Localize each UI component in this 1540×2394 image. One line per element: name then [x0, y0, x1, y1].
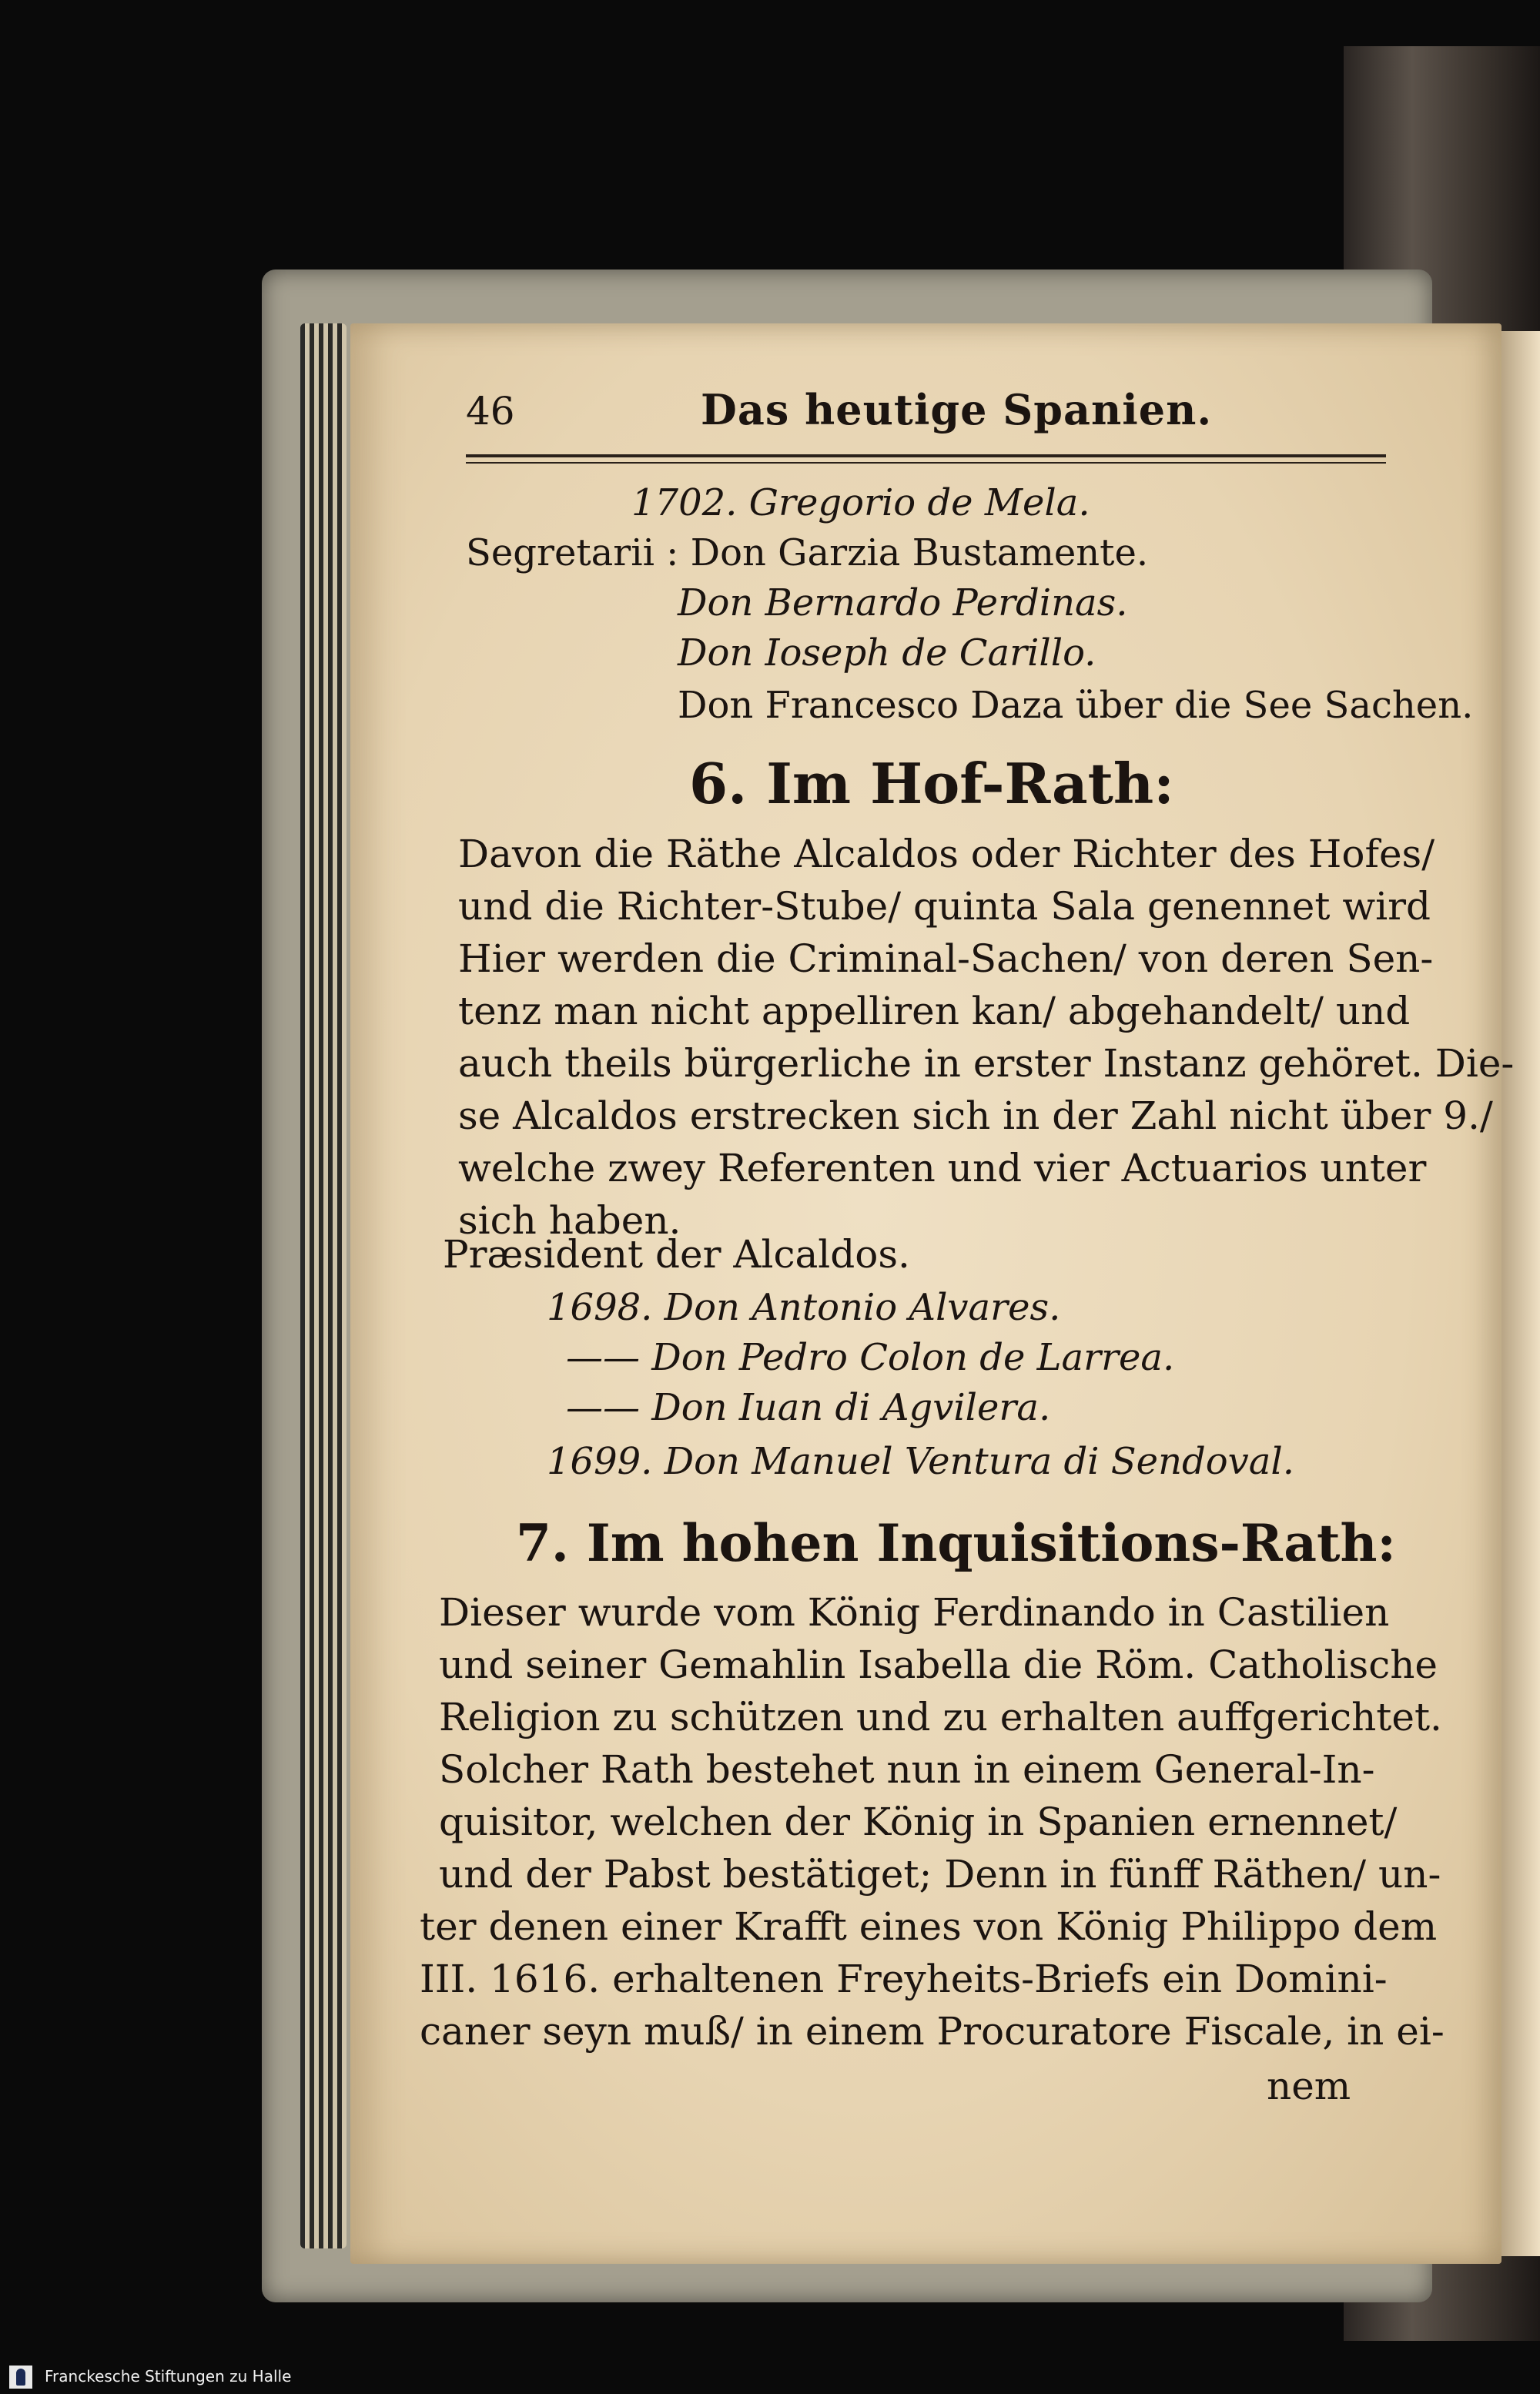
- page-number: 46: [466, 389, 515, 434]
- section-heading: 7. Im hohen Inquisitions-Rath:: [516, 1513, 1396, 1573]
- paragraph-line: und der Pabst bestätiget; Denn in fünff Räthen/ un-: [439, 1852, 1441, 1897]
- text-line: Segretarii : Don Garzia Bustamente.: [466, 531, 1149, 574]
- alcaldo-entry: —— Don Pedro Colon de Larrea.: [566, 1336, 1175, 1379]
- paragraph-line: caner seyn muß/ in einem Procuratore Fiscale, in ei-: [420, 2009, 1445, 2054]
- paragraph-line: Davon die Räthe Alcaldos oder Richter des Hofes/: [458, 832, 1435, 876]
- library-name: Franckesche Stiftungen zu Halle: [45, 2367, 292, 2386]
- page-edges: [300, 323, 346, 2248]
- paragraph-line: ter denen einer Krafft eines von König Philippo dem: [420, 1904, 1438, 1949]
- praesident-line: Præsident der Alcaldos.: [443, 1232, 910, 1277]
- running-head: Das heutige Spanien.: [701, 385, 1213, 434]
- page-gutter: [1502, 331, 1540, 2256]
- alcaldo-entry: 1699. Don Manuel Ventura di Sendoval.: [547, 1440, 1294, 1483]
- paragraph-line: welche zwey Referenten und vier Actuarios unter: [458, 1146, 1427, 1190]
- section-heading: 6. Im Hof-Rath:: [689, 751, 1174, 816]
- paragraph-line: und die Richter-Stube/ quinta Sala genennet wird: [458, 884, 1431, 929]
- alcaldo-entry: 1698. Don Antonio Alvares.: [547, 1286, 1061, 1329]
- text-line: 1702. Gregorio de Mela.: [631, 481, 1090, 524]
- text-line: Don Francesco Daza über die See Sachen.: [678, 684, 1474, 727]
- alcaldo-entry: —— Don Iuan di Agvilera.: [566, 1386, 1051, 1429]
- library-logo-icon: [9, 2366, 32, 2389]
- paragraph-line: III. 1616. erhaltenen Freyheits-Briefs ein Domini-: [420, 1957, 1388, 2001]
- paragraph-line: und seiner Gemahlin Isabella die Röm. Catholische: [439, 1642, 1438, 1687]
- paragraph-line: quisitor, welchen der König in Spanien ernennet/: [439, 1800, 1398, 1844]
- paragraph-line: Solcher Rath bestehet nun in einem General-In-: [439, 1747, 1375, 1792]
- header-rule: [466, 454, 1386, 464]
- catchword: nem: [1267, 2064, 1351, 2108]
- paragraph-line: auch theils bürgerliche in erster Instanz gehöret. Die-: [458, 1041, 1515, 1086]
- paragraph-line: sich haben.: [458, 1198, 681, 1243]
- paragraph-line: se Alcaldos erstrecken sich in der Zahl nicht über 9./: [458, 1093, 1493, 1138]
- paragraph-line: Religion zu schützen und zu erhalten auffgerichtet.: [439, 1695, 1442, 1739]
- text-line: Don Bernardo Perdinas.: [678, 581, 1128, 624]
- paragraph-line: tenz man nicht appelliren kan/ abgehandelt/ und: [458, 989, 1411, 1033]
- paragraph-line: Hier werden die Criminal-Sachen/ von deren Sen-: [458, 936, 1434, 981]
- paragraph-line: Dieser wurde vom König Ferdinando in Castilien: [439, 1590, 1390, 1635]
- text-line: Don Ioseph de Carillo.: [678, 631, 1096, 675]
